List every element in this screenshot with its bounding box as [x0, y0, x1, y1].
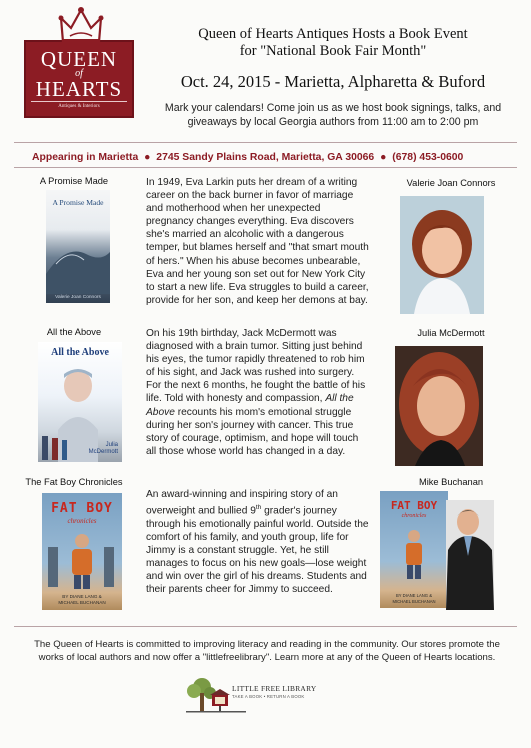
- cover-art-icon: [42, 529, 122, 589]
- book-description: [146, 327, 370, 458]
- description-text: On his 19th birthday, Jack McDermott was diagnosed with a brain tumor. Sitting just behind his eyes, the tumor rapidly threatened to rob him of his sight, and Jack was rushed into surgery. For the next 6 months, he fought the battle of his life. Told with honesty and compassion,: [146, 328, 366, 405]
- crown-icon: [58, 6, 104, 46]
- author-portrait-icon: [395, 346, 483, 466]
- cover-author-first: Julia: [105, 442, 118, 448]
- description-book-title: All the Above: [146, 393, 354, 418]
- book-description: [146, 488, 370, 596]
- cover-title: A Promise Made: [52, 198, 104, 207]
- description-text: grader's journey through his emotionally painful world. Outside the comfort of his family, and youth group, life for Jimmy is a constant struggle. Yet, he still manages to focus on his new goals—lose weight and win over the girl of his dreams. Students and their parents cheer for Jimmy to succeed.: [146, 505, 369, 596]
- event-title: [148, 26, 518, 60]
- cover-author-line-2: MICHAEL BUCHANAN: [58, 600, 106, 605]
- logo-line-2: of: [75, 68, 83, 79]
- cover-author-last: McDermott: [88, 449, 118, 455]
- logo-divider: [31, 101, 127, 102]
- little-free-library-tagline: TAKE A BOOK • RETURN A BOOK: [232, 694, 305, 699]
- event-title-line-2: for "National Book Fair Month": [239, 43, 427, 59]
- book-cover-fat-boy-chronicles-small: [380, 491, 448, 608]
- book-description: In 1949, Eva Larkin puts her dream of a writing career on the back burner in favor of marriage and motherhood when her unexpected pregnancy changes everything. Eva discovers she's married an alcoholic with a dangerous temper, but blames herself and "that smart mouth of hers." When his abuse becomes unbearable, Eva and her young son set out for New York City to start a new life. Eva struggles to build a career, provide for her son, and keep her demons at bay.: [146, 177, 369, 306]
- cover-title: FAT BOY: [390, 499, 438, 512]
- cover-subtitle: chronicles: [67, 517, 97, 525]
- logo-tagline: Antiques & Interiors: [58, 104, 100, 109]
- logo-line-3: HEARTS: [35, 77, 123, 101]
- queen-of-hearts-logo: [24, 40, 134, 118]
- author-photo-julia-mcdermott: [395, 346, 483, 466]
- venue-line: [32, 152, 463, 163]
- event-title-line-1: Queen of Hearts Antiques Hosts a Book Event: [198, 26, 468, 42]
- author-name-caption: Julia McDermott: [417, 328, 485, 338]
- book-title-caption: A Promise Made: [39, 176, 109, 186]
- logo-line-1: QUEEN: [40, 47, 118, 71]
- author-name-caption: Valerie Joan Connors: [406, 178, 496, 188]
- author-photo-mike-buchanan: [446, 500, 494, 610]
- little-free-library-name: LITTLE FREE LIBRARY: [232, 684, 317, 693]
- description-superscript: th: [255, 504, 262, 512]
- venue-label: Appearing in Marietta: [32, 152, 139, 163]
- description-text: recounts his mom's emotional struggle during her son's journey with cancer. This true story of courage, optimism, and hope will touch all those whose world has changed in a day.: [146, 406, 359, 457]
- bullet-icon: ●: [380, 152, 387, 163]
- book-title-caption: The Fat Boy Chronicles: [25, 477, 123, 487]
- cover-art-icon: [46, 234, 110, 294]
- header-divider: [14, 142, 517, 143]
- author-portrait-icon: [446, 500, 494, 610]
- book-cover-a-promise-made: [46, 190, 110, 303]
- cover-author: [42, 594, 122, 606]
- cover-author: Valerie Joan Connors: [55, 295, 101, 300]
- book-cover-all-the-above: [38, 342, 122, 462]
- description-text: An award-winning and inspiring story of an overweight and bullied 9: [146, 489, 338, 517]
- author-portrait-icon: [400, 196, 484, 314]
- book-cover-fat-boy-chronicles: [42, 493, 122, 610]
- venue-divider: [14, 167, 517, 168]
- author-name-caption: Mike Buchanan: [418, 477, 484, 487]
- cover-author: [89, 442, 118, 456]
- footer-divider: [14, 626, 517, 627]
- cover-art-icon: [380, 525, 448, 581]
- cover-author-line-1: BY DIANE LANG &: [396, 593, 432, 598]
- cover-author-line-2: MICHAEL BUCHANAN: [392, 598, 436, 604]
- bullet-icon: ●: [144, 152, 151, 163]
- cover-title: All the Above: [51, 347, 109, 358]
- cover-title: FAT BOY: [51, 501, 113, 516]
- book-title-caption: All the Above: [46, 327, 102, 337]
- footer-text: The Queen of Hearts is committed to improving literacy and reading in the community. Our stores promote the works of local authors and now offer a "littlefreelibrary". Learn more at any of the Queen of Hearts locations.: [34, 639, 500, 663]
- venue-address: 2745 Sandy Plains Road, Marietta, GA 30066: [156, 152, 375, 163]
- author-photo-valerie-joan-connors: [400, 196, 484, 314]
- cover-author-line-1: BY DIANE LANG &: [62, 594, 102, 599]
- event-date: Oct. 24, 2015 - Marietta, Alpharetta & Buford: [180, 72, 486, 91]
- venue-phone: (678) 453-0600: [392, 152, 464, 163]
- cover-author: [380, 593, 448, 604]
- event-intro: Mark your calendars! Come join us as we host book signings, talks, and giveaways by local Georgia authors from 11:00 am to 2:00 pm: [164, 102, 502, 128]
- cover-subtitle: chronicles: [401, 513, 427, 519]
